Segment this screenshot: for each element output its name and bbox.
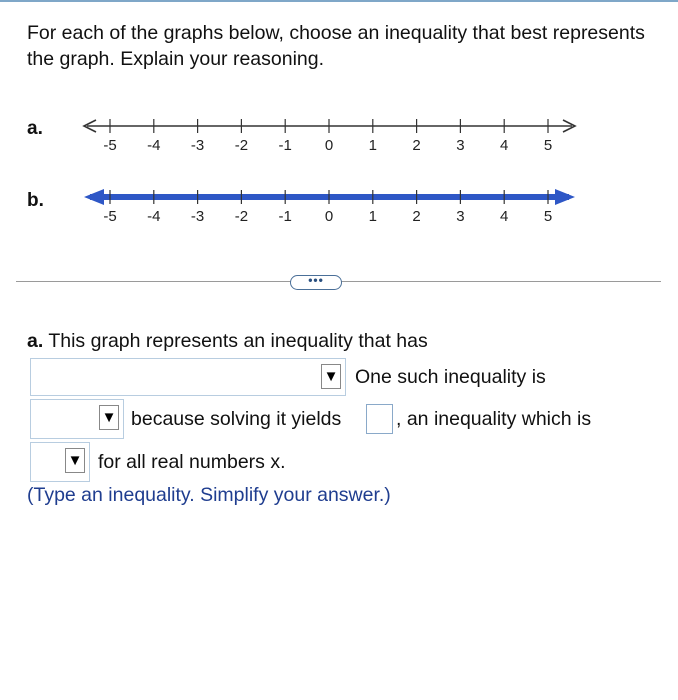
tick-label: 1 xyxy=(368,208,377,225)
dropdown-arrow-icon: ▼ xyxy=(65,448,85,473)
tick-label: 5 xyxy=(543,137,553,154)
dropdown-arrow-icon: ▼ xyxy=(321,364,341,389)
solutions-dropdown[interactable] xyxy=(30,358,346,396)
because-text: because solving it yields xyxy=(131,408,342,430)
tick-label: 5 xyxy=(543,208,553,225)
tick-label: -4 xyxy=(147,208,161,225)
tick-label: 0 xyxy=(324,137,334,154)
inequality-dropdown[interactable] xyxy=(30,399,124,439)
hint-text: (Type an inequality. Simplify your answer.) xyxy=(27,484,391,506)
tick-label: 3 xyxy=(456,208,465,225)
right-arrow-icon xyxy=(555,189,575,205)
answer-intro xyxy=(27,330,428,353)
which-is-text: , an inequality which is xyxy=(396,408,592,430)
tick-label: 0 xyxy=(324,208,334,225)
tick-label: -4 xyxy=(147,137,161,154)
tick-label: 3 xyxy=(456,137,465,154)
question-text: For each of the graphs below, choose an inequality that best represents the graph. Explain your reasoning. xyxy=(27,22,645,70)
tick-label: -1 xyxy=(278,208,292,225)
tick-label: 2 xyxy=(412,137,421,154)
one-such-text: One such inequality is xyxy=(355,366,546,388)
show-more-button[interactable]: ••• xyxy=(290,275,342,290)
tick-label: -5 xyxy=(103,208,117,225)
solution-input[interactable] xyxy=(366,404,393,434)
for-all-text: for all real numbers x. xyxy=(98,451,286,473)
tick-label: 4 xyxy=(500,208,509,225)
tick-label: -5 xyxy=(103,137,117,154)
tick-label: -2 xyxy=(234,208,249,225)
tick-label: 4 xyxy=(500,137,509,154)
tick-label: -3 xyxy=(190,208,205,225)
answer-prefix: a. xyxy=(27,330,44,352)
graph-b-label: b. xyxy=(27,190,44,211)
graph-a-label: a. xyxy=(27,118,43,139)
tick-label: 1 xyxy=(368,137,377,154)
tick-label: -2 xyxy=(234,137,249,154)
answer-intro-text: This graph represents an inequality that has xyxy=(48,330,428,352)
dropdown-arrow-icon: ▼ xyxy=(99,405,119,430)
left-arrow-icon xyxy=(84,189,104,205)
tick-label: 2 xyxy=(412,208,421,225)
truth-dropdown[interactable] xyxy=(30,442,90,482)
tick-label: -1 xyxy=(278,137,292,154)
tick-label: -3 xyxy=(190,137,205,154)
